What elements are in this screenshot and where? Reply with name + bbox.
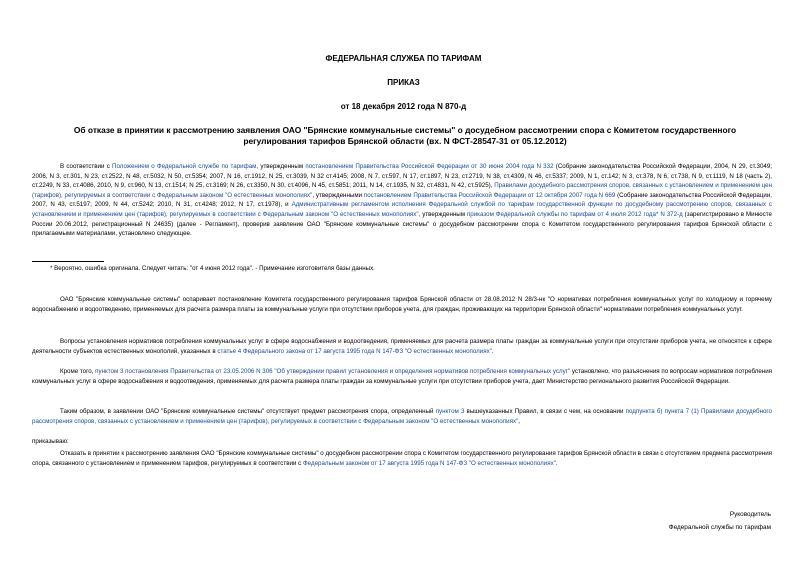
doc-date-number: от 18 декабря 2012 года N 870-д [340, 102, 467, 111]
text-span: В соответствии с [60, 163, 113, 170]
text-span: вышеуказанных Правил, в связи с чем, на основании [464, 408, 626, 415]
paragraph-decision [32, 449, 772, 468]
text-span: ОАО "Брянские коммунальные системы" оспаривает постановление Комитета государственного регулирования тарифов Брянской области от 28.08.2012 N 28/3-нк "О нормативах потребления коммунальных услуг по холодному и горячему водоснабжению и водоотведению, применяемых для расчета размера платы за коммунальные услуги при отсутствии приборов учета, для граждан, проживающих на территории Брянской области" нормативами потребления коммунальных услуг. [32, 296, 772, 313]
footnote-divider [32, 261, 104, 262]
link-law-147[interactable]: Федеральным законом от 17 августа 1995 года N 147-ФЗ "О естественных монополиях" [302, 459, 556, 467]
link-rules-item-3[interactable]: пунктом 3 [435, 408, 465, 415]
paragraph-scope [32, 337, 772, 356]
link-gov-decree-306[interactable]: пунктом 3 постановления Правительства от 23.05.2006 N 306 "Об утверждении правил установления и определения нормативов потребления коммунальных услуг" [95, 368, 571, 375]
doc-title-line1: Об отказе в принятии к рассмотрению заявления ОАО "Брянские коммунальные системы" о досудебном рассмотрении спора с Комитетом государственного [73, 125, 737, 135]
text-span: (Собрание законодательства Российской Федерации, 2004, N 29, ст.3049; 2006, N 3, ст.301, N 23, ст.2522, N 48, ст.5032, N 50, ст.5354; 2007, N 16, ст.1912, N 25, ст.3039, N 32 ст.4145; 2008, N 7, ст.597, N 17, ст.1897, N 23, ст.2719, N 38, ст.4309, N 46, ст.5337; 2009, N 1, ст.142; N 3, ст.378, N 6, ст.738, N 9, ст.1119, N 18 (часть 2), ст.2249, N 33, ст.4086, 2010, N 9, ст.960, N 13, ст.1514; N 25, ст.3169; N 26, ст.3350, N 30, ст.4096, N 45, ст.5851; 2011, N 14, ст.1935, N 32, ст.4831, N 42, ст.5925), [32, 163, 772, 190]
order-word: приказываю: [32, 438, 69, 445]
link-gov-decree-332[interactable]: постановлением Правительства Российской Федерации от 30 июня 2004 года N 332 [305, 163, 554, 170]
text-span: Таким образом, в заявлении ОАО "Брянские коммунальные системы" отсутствует предмет рассмотрения спора, определенный [60, 408, 436, 415]
doc-title [60, 125, 750, 147]
text-span: Отказать в принятии к рассмотрению заявления ОАО "Брянские коммунальные системы" о досудебном рассмотрении спора с Комитетом государственного регулирования тарифов Брянской области в связи с отсутствием предмета рассмотрения спора, связанного с установлением и применением тарифов, регулируемых в соответствии с [32, 450, 772, 467]
link-fst-order-372[interactable]: приказом Федеральной службы по тарифам от 4 июля 2012 года* N 372-д [466, 210, 683, 218]
org-name: ФЕДЕРАЛЬНАЯ СЛУЖБА ПО ТАРИФАМ [325, 54, 482, 63]
paragraph-conclusion [32, 407, 772, 426]
text-span: , утвержденными [312, 191, 364, 199]
text-span: . [491, 347, 494, 355]
footnote: * Вероятно, ошибка оригинала. Следует читать: "от 4 июня 2012 года". - Примечание изготовителя базы данных. [50, 265, 375, 272]
text-span: . [555, 459, 558, 467]
text-span: установлено, что разъяснения по вопросам нормативов потребления коммунальных услуг в сфере водоснабжения и водоотведения, применяемых для расчета размера платы граждан за коммунальные услуги при отсутствии приборов учета, дает Министерство регионального развития Российской Федерации. [32, 368, 772, 385]
paragraph-besides [32, 367, 772, 386]
link-law-147-art4[interactable]: статье 4 Федерального закона от 17 августа 1995 года N 147-ФЗ "О естественных монополиях" [217, 347, 492, 355]
link-gov-decree-669[interactable]: постановлением Правительства Российской Федерации от 12 октября 2007 года N 669 [363, 191, 616, 199]
signature-title: Руководитель [729, 511, 771, 518]
doc-type: ПРИКАЗ [387, 78, 420, 87]
text-span: , [518, 417, 520, 425]
text-span: (Собрание законодательства Российской Федерации, 2007, N 43, ст.5197; 2009, N 44, ст.5242; 2010, N 31, ст.4248; 2012, N 17, ст.1978), и [32, 191, 773, 209]
paragraph-dispute [32, 295, 772, 314]
link-fst-regulation[interactable]: Положением о Федеральной службе по тарифам [112, 163, 257, 170]
text-span: Вопросы установления нормативов потребления коммунальных услуг в сфере водоснабжения и водоотведения, применяемых для расчета размера платы граждан за коммунальные услуги при отсутствии приборов учета, не относятся к сфере деятельности субъектов естественных монополий, указанных в [32, 338, 772, 355]
text-span: , утвержденным [418, 210, 467, 218]
paragraph-preamble [32, 162, 772, 239]
link-pretrial-rules[interactable]: Правилами досудебного рассмотрения споров, связанных с установлением и применением цен (тарифов), регулируемых в соответствии с Федеральным законом "О естественных монополиях" [32, 182, 772, 199]
link-admin-regulation[interactable]: Административным регламентом исполнения Федеральной службой по тарифам государственной функции по досудебному рассмотрению споров, связанных с установлением и применением цен (тарифов), регулируемых в соответствии с Федеральным законом "О естественных монополиях" [32, 201, 772, 218]
text-span: , утвержденным [256, 163, 306, 170]
text-span: (зарегистрировано в Минюсте России 20.06.2012, регистрационный N 24635) (далее - Регламент), проверив заявление ОАО "Брянские коммунальные системы" о досудебном рассмотрении спора с Комитетом государственного регулирования тарифов Брянской области с прилагаемыми материалами, установлено следующее. [32, 210, 772, 238]
link-rules-item-7[interactable]: подпункта б) пункта 7 (1) Правилами досудебного рассмотрения споров, связанных с установлением и применением цен (тарифов), регулируемых в соответствии с Федеральным законом "О естественных монополиях" [32, 408, 772, 425]
text-span: Кроме того, [60, 368, 96, 375]
doc-title-line2: регулирования тарифов Брянской области (вх. N ФСТ-28547-31 от 05.12.2012) [243, 136, 567, 146]
signature-org: Федеральной службы по тарифам [668, 524, 771, 531]
